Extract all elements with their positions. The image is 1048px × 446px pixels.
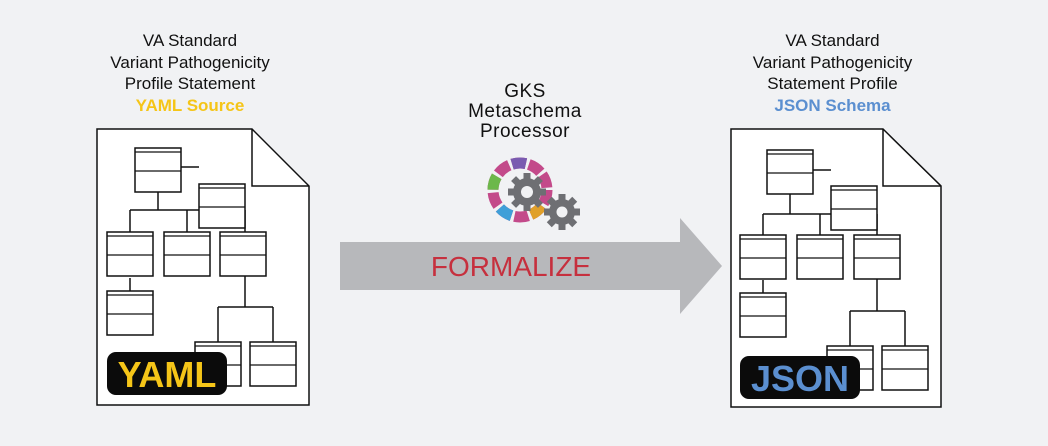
- left-caption-line-3: Profile Statement: [124, 74, 256, 93]
- yaml-document-icon: [97, 129, 309, 405]
- formalize-label: FORMALIZE: [430, 251, 592, 282]
- gks-processor-logo-icon: [493, 163, 580, 230]
- left-caption-line-1: VA Standard: [142, 31, 238, 50]
- json-badge-text: JSON: [750, 358, 850, 399]
- processor-line-2: Metaschema: [468, 101, 582, 122]
- processor-line-1: GKS: [504, 81, 546, 102]
- formalize-arrow: [340, 218, 722, 314]
- right-caption-line-3: Statement Profile: [767, 74, 898, 93]
- right-caption-line-2: Variant Pathogenicity: [752, 52, 913, 72]
- yaml-badge-text: YAML: [117, 354, 217, 395]
- yaml-source-label: YAML Source: [135, 95, 245, 115]
- right-caption-line-1: VA Standard: [785, 31, 880, 50]
- json-schema-label: JSON Schema: [774, 95, 891, 115]
- json-document-icon: [731, 129, 941, 407]
- left-caption-line-2: Variant Pathogenicity: [110, 52, 270, 72]
- processor-line-3: Processor: [479, 121, 571, 142]
